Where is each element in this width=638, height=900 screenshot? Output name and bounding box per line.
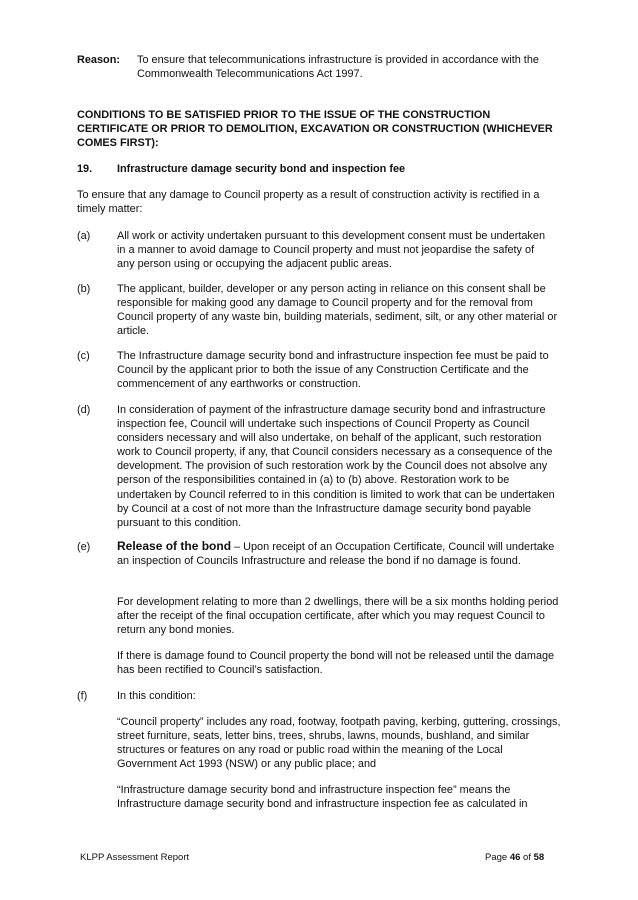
release-bond-title: Release of the bond (117, 539, 232, 553)
section-number: 19. (77, 163, 93, 175)
page-of: of (520, 852, 534, 863)
item-f-para2: “Council property” includes any road, footway, footpath paving, kerbing, guttering, crossings, street furniture, seats, letter bins, trees, shrubs, lawns, mounds, bushland, and similar structures or features on any road or public road within the meaning of the Local Government Act 1993 (NSW) or any public place; and (117, 716, 561, 771)
item-d-text: In consideration of payment of the infrastructure damage security bond and infrastructure inspection fee, Council will undertake such inspections of Council Property as Council considers necessary and will also undertake, on behalf of the applicant, such restoration work to Council property, if any, that Council considers necessary as a consequence of the development. The provision of such restoration work by the Council does not absolve any person of the responsibilities contained in (a) to (b) above. Restoration work to be undertaken by Council referred to in this condition is limited to work that can be undertaken by Council at a cost of not more than the Infrastructure damage security bond payable pursuant to this condition. (117, 404, 555, 529)
item-e-label: (e) (77, 541, 91, 553)
intro-paragraph: To ensure that any damage to Council property as a result of construction activity is rectified in a timely matter: (77, 189, 540, 216)
item-f-para3: “Infrastructure damage security bond and infrastructure inspection fee” means the Infrastructure damage security bond and infrastructure inspection fee as calculated in (117, 784, 528, 811)
item-e-text (117, 539, 567, 568)
item-e-para2: For development relating to more than 2 dwellings, there will be a six months holding period after the receipt of the final occupation certificate, after which you may request Council to return any bond monies. (117, 596, 559, 637)
item-d-label: (d) (77, 404, 91, 416)
item-b-label: (b) (77, 283, 91, 295)
item-c-text: The Infrastructure damage security bond and infrastructure inspection fee must be paid to Council by the applicant prior to both the issue of any Construction Certificate and the commencement of any earthworks or construction. (117, 350, 549, 391)
page-prefix: Page (485, 852, 510, 863)
reason-label: Reason: (77, 54, 120, 66)
section-title: Infrastructure damage security bond and inspection fee (117, 163, 406, 175)
page-total: 58 (533, 852, 545, 863)
footer-report-title: KLPP Assessment Report (80, 852, 190, 863)
page-current: 46 (509, 852, 521, 863)
conditions-heading: CONDITIONS TO BE SATISFIED PRIOR TO THE ISSUE OF THE CONSTRUCTION CERTIFICATE OR PRIOR TO DEMOLITION, EXCAVATION OR CONSTRUCTION (WHICHEVER COMES FIRST): (77, 109, 553, 150)
item-f-label: (f) (77, 690, 88, 702)
item-a-label: (a) (77, 230, 91, 242)
item-c-label: (c) (77, 350, 90, 362)
release-bond-text: – Upon receipt of an Occupation Certificate, Council will undertake an inspection of Councils Infrastructure and release the bond if no damage is found. (117, 541, 555, 568)
item-a-text: All work or activity undertaken pursuant to this development consent must be undertaken in a manner to avoid damage to Council property and must not jeopardise the safety of any person using or occupying the adjacent public areas. (117, 230, 545, 271)
footer-page-number (485, 851, 544, 865)
reason-text: To ensure that telecommunications infrastructure is provided in accordance with the Commonwealth Telecommunications Act 1997. (137, 54, 539, 81)
item-b-text: The applicant, builder, developer or any person acting in reliance on this consent shall be responsible for making good any damage to Council property and for the removal from Council property of any waste bin, building materials, sediment, silt, or any other material or article. (117, 283, 558, 338)
item-f-text: In this condition: (117, 690, 196, 702)
item-e-para3: If there is damage found to Council property the bond will not be released until the damage has been rectified to Council’s satisfaction. (117, 650, 555, 677)
